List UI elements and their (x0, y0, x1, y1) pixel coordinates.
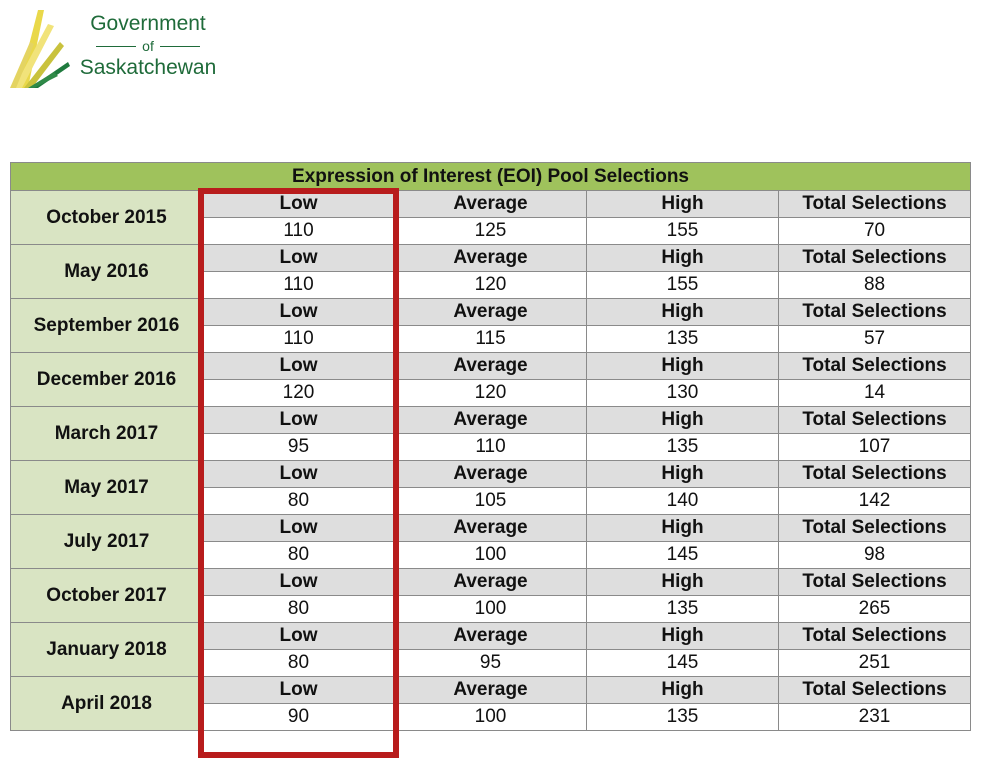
low-header: Low (203, 569, 395, 596)
high-header: High (587, 461, 779, 488)
low-value: 80 (203, 542, 395, 569)
total-selections-value: 14 (779, 380, 971, 407)
total-selections-value: 88 (779, 272, 971, 299)
average-value: 120 (395, 380, 587, 407)
high-header: High (587, 299, 779, 326)
table-row-header (11, 461, 971, 488)
average-value: 100 (395, 704, 587, 731)
high-header: High (587, 245, 779, 272)
average-value: 115 (395, 326, 587, 353)
date-cell: January 2018 (11, 623, 203, 677)
high-value: 155 (587, 272, 779, 299)
table-row-header (11, 191, 971, 218)
high-header: High (587, 515, 779, 542)
total-selections-header: Total Selections (779, 299, 971, 326)
high-header: High (587, 677, 779, 704)
table-body (11, 191, 971, 731)
total-selections-value: 265 (779, 596, 971, 623)
high-value: 130 (587, 380, 779, 407)
low-value: 95 (203, 434, 395, 461)
average-value: 95 (395, 650, 587, 677)
high-value: 155 (587, 218, 779, 245)
average-value: 120 (395, 272, 587, 299)
low-header: Low (203, 299, 395, 326)
average-value: 125 (395, 218, 587, 245)
total-selections-value: 98 (779, 542, 971, 569)
low-value: 120 (203, 380, 395, 407)
table-row-header (11, 407, 971, 434)
date-cell: July 2017 (11, 515, 203, 569)
total-selections-header: Total Selections (779, 569, 971, 596)
low-header: Low (203, 407, 395, 434)
low-value: 110 (203, 272, 395, 299)
low-value: 110 (203, 218, 395, 245)
logo-rule-right (160, 46, 200, 47)
high-header: High (587, 569, 779, 596)
table-row-header (11, 245, 971, 272)
average-header: Average (395, 623, 587, 650)
total-selections-value: 57 (779, 326, 971, 353)
logo-rule-left (96, 46, 136, 47)
average-value: 105 (395, 488, 587, 515)
total-selections-header: Total Selections (779, 407, 971, 434)
high-header: High (587, 191, 779, 218)
high-value: 145 (587, 542, 779, 569)
low-value: 80 (203, 596, 395, 623)
low-header: Low (203, 677, 395, 704)
table-title-row (11, 163, 971, 191)
average-value: 110 (395, 434, 587, 461)
high-value: 135 (587, 434, 779, 461)
high-header: High (587, 623, 779, 650)
average-header: Average (395, 407, 587, 434)
high-header: High (587, 407, 779, 434)
low-header: Low (203, 191, 395, 218)
average-header: Average (395, 461, 587, 488)
low-header: Low (203, 461, 395, 488)
total-selections-header: Total Selections (779, 677, 971, 704)
total-selections-header: Total Selections (779, 515, 971, 542)
average-value: 100 (395, 596, 587, 623)
average-header: Average (395, 353, 587, 380)
low-header: Low (203, 245, 395, 272)
logo-line-saskatchewan: Saskatchewan (79, 56, 217, 79)
logo-wordmark (78, 12, 218, 80)
date-cell: May 2016 (11, 245, 203, 299)
logo-of-text: of (142, 38, 154, 54)
total-selections-header: Total Selections (779, 191, 971, 218)
high-value: 135 (587, 326, 779, 353)
low-value: 90 (203, 704, 395, 731)
average-header: Average (395, 191, 587, 218)
table-row-header (11, 569, 971, 596)
table-row-header (11, 677, 971, 704)
date-cell: April 2018 (11, 677, 203, 731)
total-selections-value: 251 (779, 650, 971, 677)
total-selections-header: Total Selections (779, 461, 971, 488)
total-selections-value: 70 (779, 218, 971, 245)
total-selections-header: Total Selections (779, 353, 971, 380)
table-title: Expression of Interest (EOI) Pool Selections (11, 163, 971, 191)
low-value: 80 (203, 650, 395, 677)
wheat-logo-icon (8, 2, 78, 92)
average-header: Average (395, 569, 587, 596)
total-selections-header: Total Selections (779, 623, 971, 650)
date-cell: September 2016 (11, 299, 203, 353)
low-header: Low (203, 623, 395, 650)
table-row-header (11, 299, 971, 326)
low-value: 110 (203, 326, 395, 353)
low-header: Low (203, 353, 395, 380)
logo-line-government: Government (90, 12, 206, 35)
date-cell: May 2017 (11, 461, 203, 515)
total-selections-header: Total Selections (779, 245, 971, 272)
high-value: 135 (587, 596, 779, 623)
total-selections-value: 231 (779, 704, 971, 731)
table-row-header (11, 515, 971, 542)
average-header: Average (395, 677, 587, 704)
total-selections-value: 107 (779, 434, 971, 461)
high-value: 135 (587, 704, 779, 731)
date-cell: March 2017 (11, 407, 203, 461)
high-value: 145 (587, 650, 779, 677)
table-row-header (11, 623, 971, 650)
average-header: Average (395, 245, 587, 272)
government-logo (8, 2, 218, 92)
low-value: 80 (203, 488, 395, 515)
date-cell: December 2016 (11, 353, 203, 407)
date-cell: October 2015 (11, 191, 203, 245)
low-header: Low (203, 515, 395, 542)
total-selections-value: 142 (779, 488, 971, 515)
date-cell: October 2017 (11, 569, 203, 623)
average-value: 100 (395, 542, 587, 569)
average-header: Average (395, 515, 587, 542)
high-value: 140 (587, 488, 779, 515)
high-header: High (587, 353, 779, 380)
average-header: Average (395, 299, 587, 326)
table-row-header (11, 353, 971, 380)
eoi-selections-table (10, 162, 971, 731)
logo-line-of (78, 36, 218, 56)
